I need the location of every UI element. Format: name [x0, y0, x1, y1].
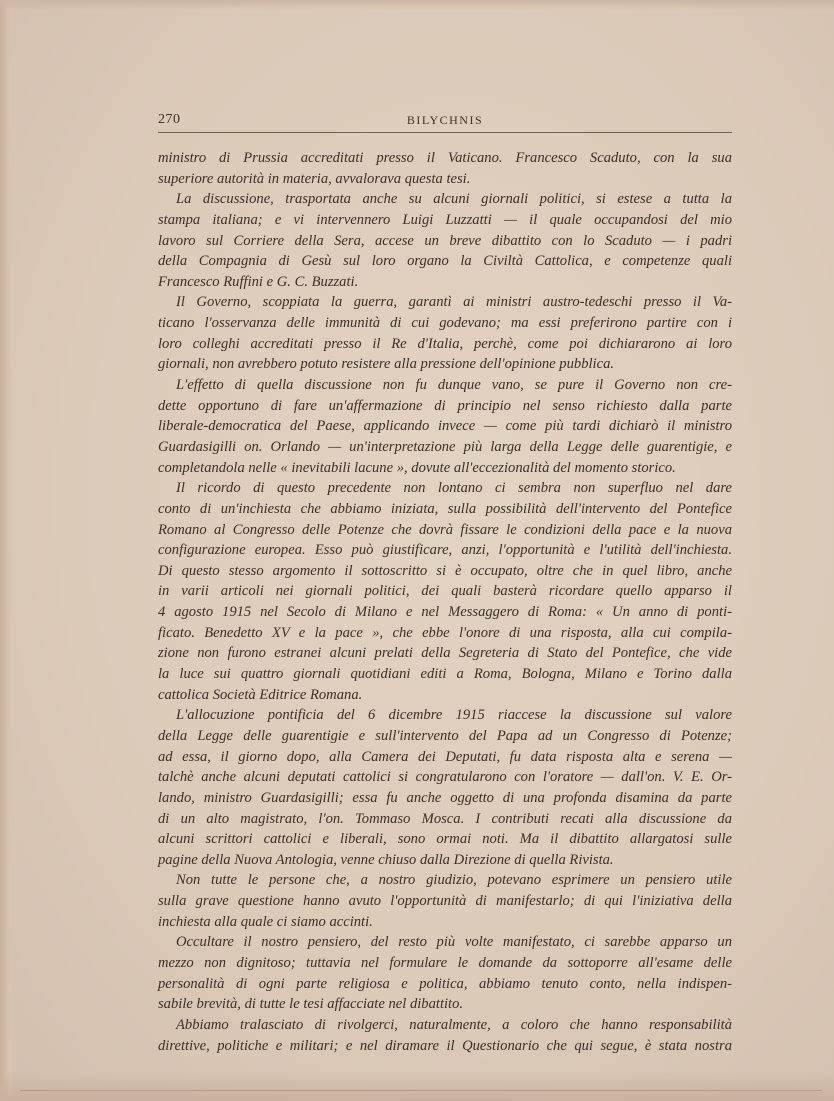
- journal-title: BILYCHNIS: [406, 113, 484, 127]
- page-left-edge-shadow: [0, 0, 14, 1101]
- text-line: pagine della Nuova Antologia, venne chiuso dalla Direzione di quella Rivista.: [158, 851, 614, 868]
- text-line: Guardasigilli on. Orlando — un'interpretazione più larga della Legge delle guarentigie, e: [158, 438, 732, 455]
- text-line: mezzo non dignitoso; tuttavia nel formulare le domande da sottoporre all'esame delle: [158, 954, 732, 971]
- text-line: lavoro sul Corriere della Sera, accese un breve dibattito con lo Scaduto — i padri: [158, 232, 732, 249]
- text-line: la luce sui quattro giornali quotidiani editi a Roma, Bologna, Milano e Torino dalla: [158, 666, 732, 683]
- text-line: talchè anche alcuni deputati cattolici si congratularono con l'oratore — dall'on. V. E. Or-: [158, 769, 732, 786]
- text-line: ficato. Benedetto XV e la pace », che ebbe l'onore di una risposta, alla cui compila-: [158, 624, 732, 641]
- page-top-edge-shadow: [0, 0, 834, 10]
- page-bottom-rule: [20, 1090, 822, 1091]
- text-line: 4 agosto 1915 nel Secolo di Milano e nel Messaggero di Roma: « Un anno di ponti-: [158, 604, 732, 621]
- text-line: ticano l'osservanza delle immunità di cui godevano; ma essi preferirono partire con i: [158, 315, 732, 332]
- text-line: Il Governo, scoppiata la guerra, garantì ai ministri austro-tedeschi presso il Va-: [176, 294, 732, 311]
- body-text: [158, 148, 732, 1056]
- text-line: dette opportuno di fare un'affermazione di principio nel senso richiesto dalla parte: [158, 397, 732, 414]
- text-line: liberale-democratica del Paese, applicando invece — come più tardi dichiarò il ministro: [158, 418, 732, 435]
- text-line: Non tutte le persone che, a nostro giudizio, potevano esprimere un pensiero utile: [176, 872, 732, 889]
- text-line: Francesco Ruffini e G. C. Buzzati.: [158, 273, 359, 290]
- text-line: completandola nelle « inevitabili lacune », dovute all'eccezionalità del momento storico.: [158, 459, 676, 476]
- text-line: Occultare il nostro pensiero, del resto più volte manifestato, ci sarebbe apparso un: [176, 934, 732, 951]
- text-line: lando, ministro Guardasigilli; essa fu anche oggetto di una profonda disamina da parte: [158, 789, 732, 806]
- header-rule: [158, 132, 732, 133]
- page-number: 270: [158, 112, 181, 127]
- text-line: L'effetto di quella discussione non fu dunque vano, se pure il Governo non cre-: [176, 377, 732, 394]
- text-line: Romano al Congresso delle Potenze che dovrà fissare le condizioni della pace e la nuova: [158, 521, 732, 538]
- text-line: giornali, non avrebbero potuto resistere alla pressione dell'opinione pubblica.: [158, 356, 615, 373]
- text-line: superiore autorità in materia, avvalorava questa tesi.: [158, 170, 471, 187]
- text-line: personalità di ogni parte religiosa e politica, abbiamo tenuto conto, nella indispen-: [158, 975, 732, 992]
- text-line: alcuni scrittori cattolici e liberali, sono ormai noti. Ma il dibattito allargatosi sulle: [158, 831, 732, 848]
- text-line: ministro di Prussia accreditati presso il Vaticano. Francesco Scaduto, con la sua: [158, 150, 732, 166]
- text-line: sulla grave questione hanno avuto l'opportunità di manifestarlo; di qui l'iniziativa della: [158, 893, 732, 910]
- text-line: configurazione europea. Esso può giustificare, anzi, l'opportunità e l'utilità dell'inchiesta.: [158, 542, 732, 559]
- text-line: conto di un'inchiesta che abbiamo iniziata, sulla possibilità dell'intervento del Pontefice: [158, 500, 732, 517]
- text-line: di un alto magistrato, l'on. Tommaso Mosca. I contributi recati alla discussione da: [158, 810, 732, 827]
- text-line: direttive, politiche e militari; e nel diramare il Questionario che qui segue, è stata nostra: [158, 1037, 732, 1054]
- text-line: sabile brevità, di tutte le tesi affacciate nel dibattito.: [158, 996, 464, 1013]
- running-head: [158, 112, 732, 130]
- text-line: inchiesta alla quale ci siamo accinti.: [158, 913, 373, 930]
- text-line: stampa italiana; e vi intervennero Luigi Luzzatti — il quale occupandosi del mio: [158, 211, 732, 228]
- text-line: ad essa, il giorno dopo, alla Camera dei Deputati, fu data risposta alta e serena —: [158, 748, 732, 765]
- text-line: cattolica Società Editrice Romana.: [158, 686, 363, 703]
- text-line: della Compagnia di Gesù sul loro organo la Civiltà Cattolica, e competenze quali: [158, 253, 732, 270]
- text-line: Il ricordo di questo precedente non lontano ci sembra non superfluo nel dare: [176, 480, 732, 497]
- text-line: della Legge delle guarentigie e sull'intervento del Papa ad un Congresso di Potenze;: [158, 727, 732, 744]
- page-bottom-edge-shadow: [0, 1071, 834, 1101]
- text-line: L'allocuzione pontificia del 6 dicembre 1915 riaccese la discussione sul valore: [176, 707, 732, 724]
- text-line: La discussione, trasportata anche su alcuni giornali politici, si estese a tutta la: [176, 191, 732, 208]
- text-line: Abbiamo tralasciato di rivolgerci, naturalmente, a coloro che hanno responsabilità: [176, 1016, 732, 1033]
- text-line: in varii articoli nei giornali politici, dei quali basterà ricordare quello apparso il: [158, 583, 732, 600]
- text-line: zione non furono estranei alcuni prelati della Segreteria di Stato del Pontefice, che vide: [158, 645, 732, 662]
- text-line: Di questo stesso argomento il sottoscritto si è occupato, oltre che in quel libro, anche: [158, 562, 732, 579]
- text-line: loro colleghi accreditati presso il Re d'Italia, perchè, come poi dichiararono ai loro: [158, 335, 732, 352]
